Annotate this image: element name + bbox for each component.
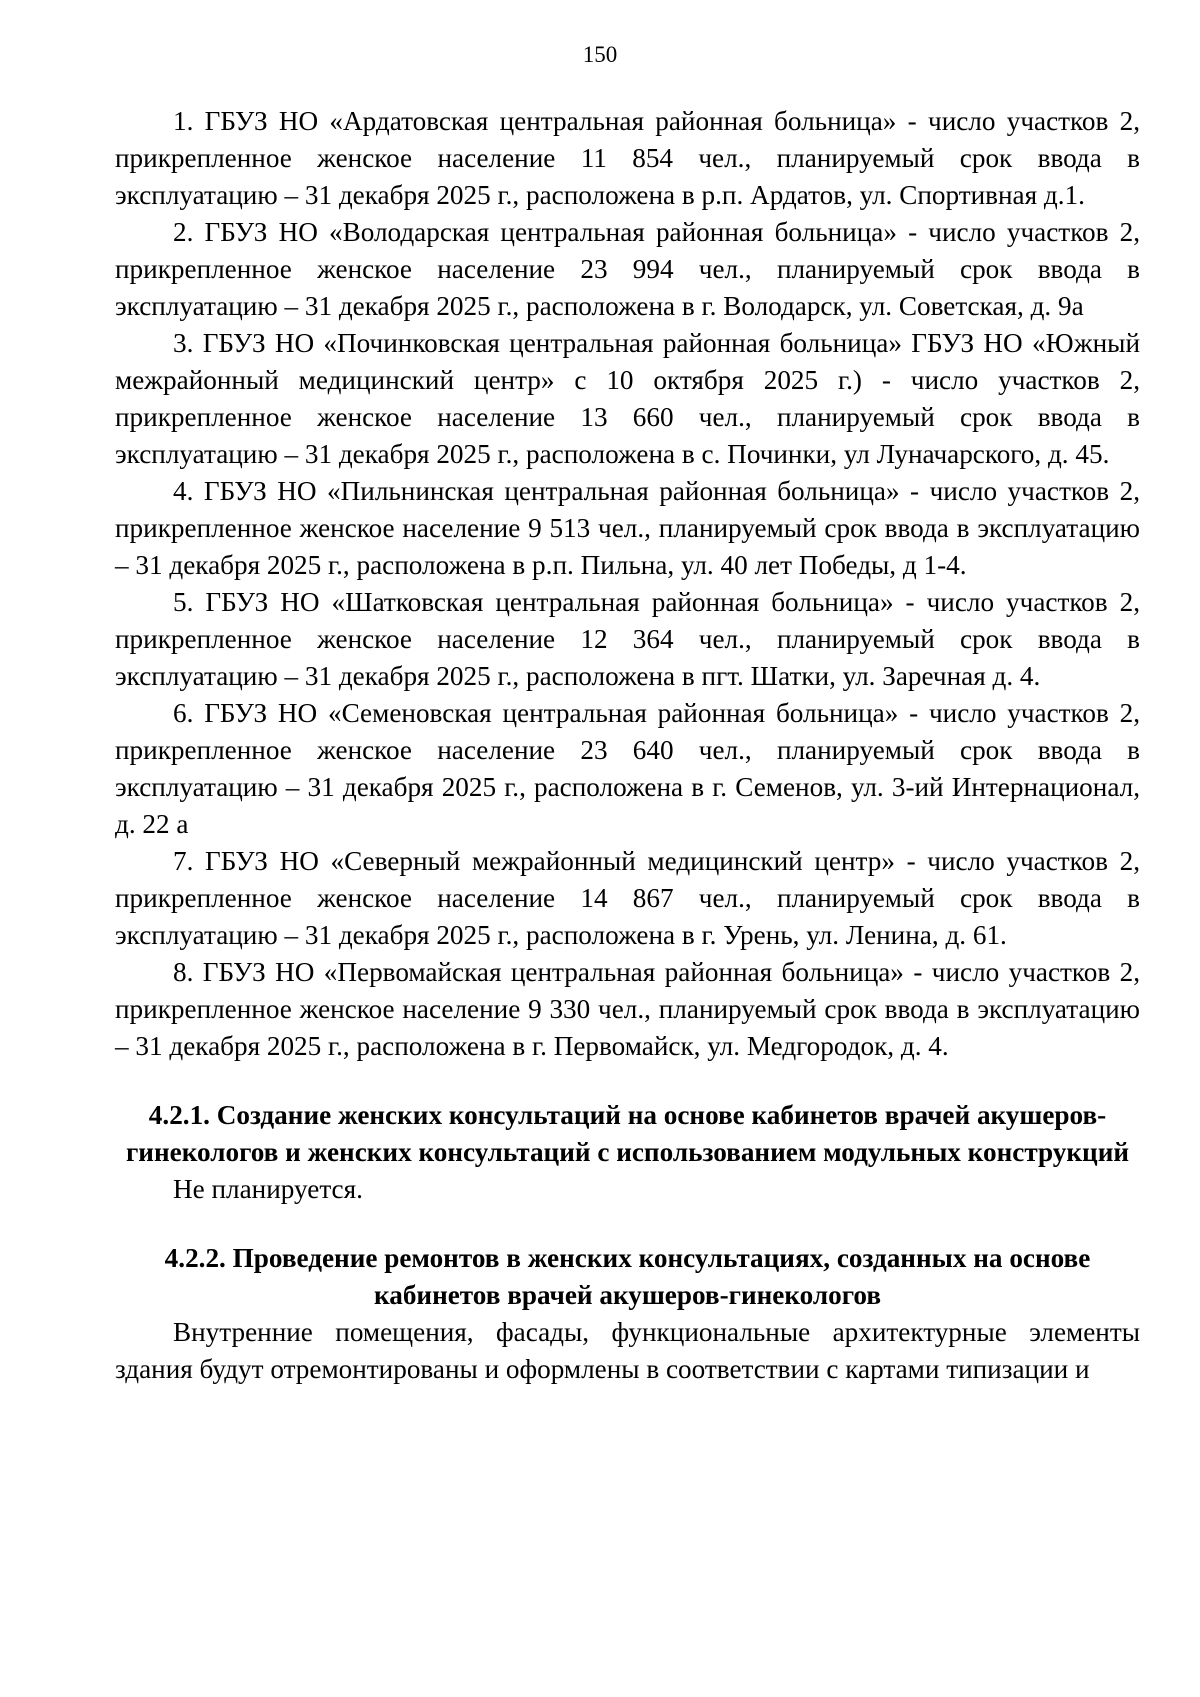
list-item: 5. ГБУЗ НО «Шатковская центральная районная больница» - число участков 2, прикрепленное женское население 12 364 чел., планируемый срок ввода в эксплуатацию – 31 декабря 2025 г., расположена в пгт. Шатки, ул. Заречная д. 4. xyxy=(115,587,1140,691)
list-item: 6. ГБУЗ НО «Семеновская центральная районная больница» - число участков 2, прикрепленное женское население 23 640 чел., планируемый срок ввода в эксплуатацию – 31 декабря 2025 г., расположена в г. Семенов, ул. 3-ий Интернационал, д. 22 а xyxy=(115,698,1140,839)
list-item: 4. ГБУЗ НО «Пильнинская центральная районная больница» - число участков 2, прикрепленное женское население 9 513 чел., планируемый срок ввода в эксплуатацию – 31 декабря 2025 г., расположена в р.п. Пильна, ул. 40 лет Победы, д 1-4. xyxy=(115,476,1140,580)
document-body xyxy=(115,103,1140,1388)
list-item: 2. ГБУЗ НО «Володарская центральная районная больница» - число участков 2, прикрепленное женское население 23 994 чел., планируемый срок ввода в эксплуатацию – 31 декабря 2025 г., расположена в г. Володарск, ул. Советская, д. 9а xyxy=(115,217,1140,321)
list-item: 8. ГБУЗ НО «Первомайская центральная районная больница» - число участков 2, прикрепленное женское население 9 330 чел., планируемый срок ввода в эксплуатацию – 31 декабря 2025 г., расположена в г. Первомайск, ул. Медгородок, д. 4. xyxy=(115,957,1140,1061)
list-item: 7. ГБУЗ НО «Северный межрайонный медицинский центр» - число участков 2, прикрепленное женское население 14 867 чел., планируемый срок ввода в эксплуатацию – 31 декабря 2025 г., расположена в г. Урень, ул. Ленина, д. 61. xyxy=(115,846,1140,950)
section-heading-4-2-2: 4.2.2. Проведение ремонтов в женских консультациях, созданных на основе кабинетов врачей акушеров-гинекологов xyxy=(164,1243,1091,1310)
section-text-4-2-1: Не планируется. xyxy=(173,1174,363,1204)
section-heading-4-2-1: 4.2.1. Создание женских консультаций на основе кабинетов врачей акушеров-гинекологов и женских консультаций с использованием модульных конструкций xyxy=(125,1100,1130,1167)
list-item: 3. ГБУЗ НО «Починковская центральная районная больница» ГБУЗ НО «Южный межрайонный медицинский центр» с 10 октября 2025 г.) - число участков 2, прикрепленное женское население 13 660 чел., планируемый срок ввода в эксплуатацию – 31 декабря 2025 г., расположена в с. Починки, ул Луначарского, д. 45. xyxy=(115,328,1140,469)
section-text-4-2-2: Внутренние помещения, фасады, функциональные архитектурные элементы здания будут отремонтированы и оформлены в соответствии с картами типизации и xyxy=(115,1317,1140,1384)
list-item: 1. ГБУЗ НО «Ардатовская центральная районная больница» - число участков 2, прикрепленное женское население 11 854 чел., планируемый срок ввода в эксплуатацию – 31 декабря 2025 г., расположена в р.п. Ардатов, ул. Спортивная д.1. xyxy=(115,106,1140,210)
page-number: 150 xyxy=(582,42,618,67)
